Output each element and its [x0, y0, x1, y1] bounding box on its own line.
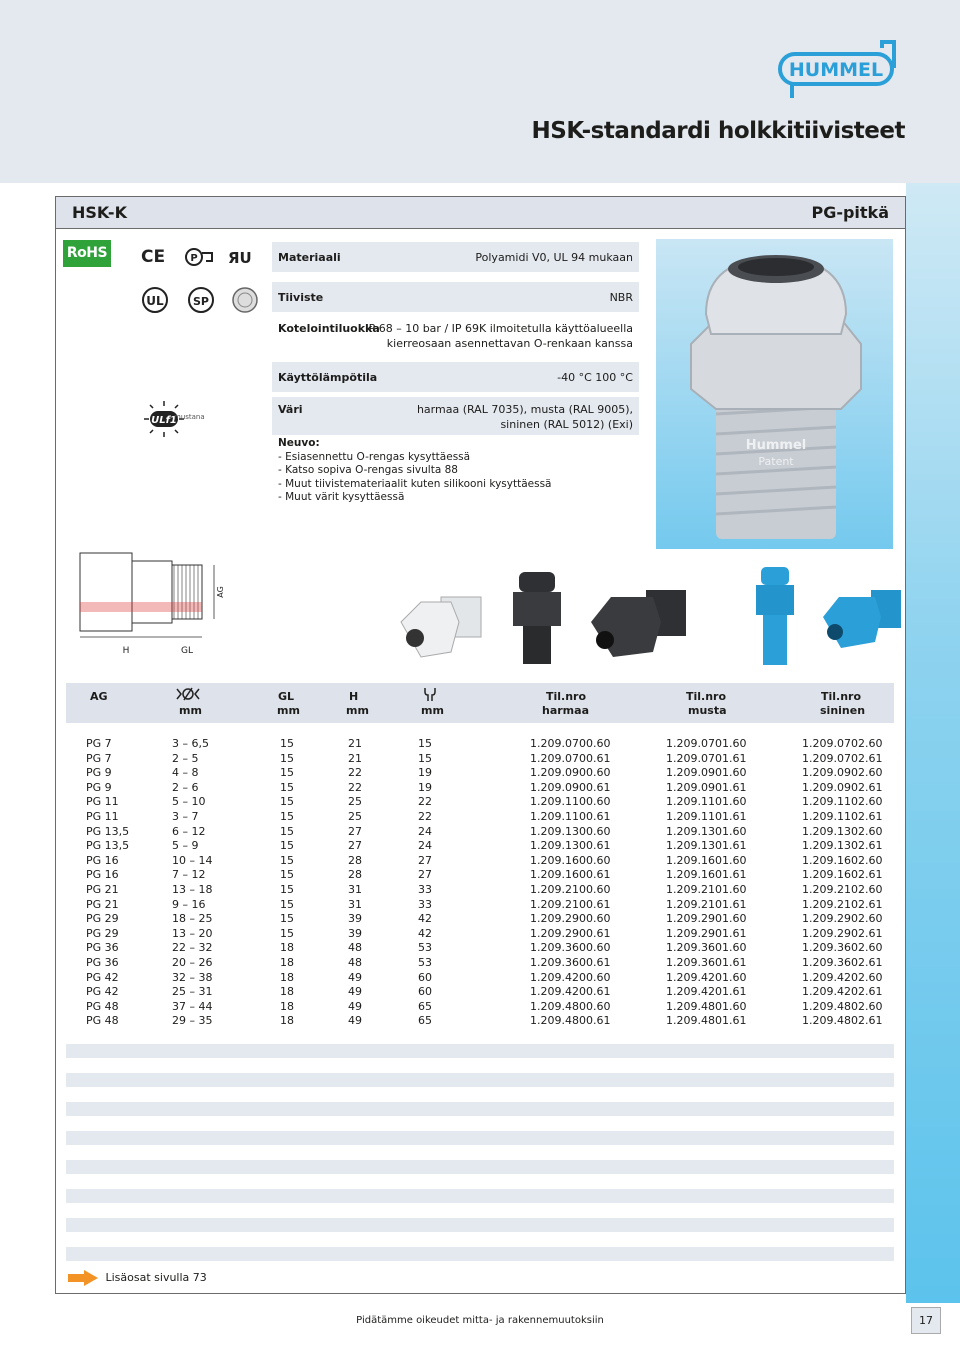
cell-h: 48 — [348, 941, 362, 955]
cell-clamp-range: 9 – 16 — [172, 897, 206, 911]
cell-wrench: 65 — [418, 999, 432, 1013]
cell-art-black: 1.209.2901.61 — [666, 926, 747, 940]
cell-wrench: 24 — [418, 824, 432, 838]
table-row — [66, 766, 894, 781]
ul-recognized-icon — [224, 247, 266, 267]
cell-art-black: 1.209.4801.61 — [666, 1014, 747, 1028]
cell-art-black: 1.209.2101.61 — [666, 897, 747, 911]
cell-art-grey: 1.209.4200.61 — [530, 985, 611, 999]
cell-art-blue: 1.209.1602.60 — [802, 853, 883, 867]
cell-art-grey: 1.209.1100.61 — [530, 809, 611, 823]
cell-art-grey: 1.209.2900.61 — [530, 926, 611, 940]
product-variants-image — [391, 562, 901, 672]
cell-art-grey: 1.209.4800.60 — [530, 999, 611, 1013]
csa-text: SP — [193, 295, 209, 308]
cell-wrench: 24 — [418, 839, 432, 853]
table-row — [66, 737, 894, 752]
cell-clamp-range: 25 – 31 — [172, 985, 213, 999]
spec-row-color — [272, 397, 639, 435]
cell-h: 28 — [348, 868, 362, 882]
cell-wrench: 33 — [418, 897, 432, 911]
spec-value-line2: kierreosaan asennettavan O-renkaan kanssa — [386, 337, 633, 350]
cell-art-blue: 1.209.0902.60 — [802, 766, 883, 780]
cell-art-grey: 1.209.1600.60 — [530, 853, 611, 867]
cell-art-blue: 1.209.4202.60 — [802, 970, 883, 984]
cell-art-grey: 1.209.2100.61 — [530, 897, 611, 911]
cell-wrench: 27 — [418, 868, 432, 882]
spec-value: harmaa (RAL 7035), musta (RAL 9005), — [416, 403, 633, 416]
cable-gland-image — [656, 239, 893, 549]
spec-key: Materiaali — [278, 251, 341, 264]
cell-art-grey: 1.209.0900.60 — [530, 766, 611, 780]
col-clamp-unit: mm — [179, 704, 202, 717]
cell-h: 27 — [348, 824, 362, 838]
cell-clamp-range: 2 – 5 — [172, 751, 199, 765]
spec-row-protection — [272, 318, 639, 354]
svg-text:ЯU: ЯU — [228, 249, 252, 267]
spec-row-seal — [272, 282, 639, 312]
cell-art-grey: 1.209.3600.61 — [530, 955, 611, 969]
blank-row — [66, 1160, 894, 1174]
cell-art-grey: 1.209.2100.60 — [530, 882, 611, 896]
table-row — [66, 825, 894, 840]
cell-clamp-range: 13 – 20 — [172, 926, 213, 940]
cell-art-black: 1.209.4201.61 — [666, 985, 747, 999]
table-row — [66, 898, 894, 913]
col-black-sub: musta — [688, 704, 727, 717]
cell-h: 49 — [348, 985, 362, 999]
cell-h: 49 — [348, 970, 362, 984]
table-row — [66, 883, 894, 898]
cell-clamp-range: 4 – 8 — [172, 766, 199, 780]
cell-art-blue: 1.209.1602.61 — [802, 868, 883, 882]
gland-black-thumb — [513, 572, 561, 664]
side-color-strip — [906, 183, 960, 1303]
cell-gl: 15 — [280, 809, 294, 823]
cell-gl: 15 — [280, 897, 294, 911]
cell-art-grey: 1.209.1600.61 — [530, 868, 611, 882]
ce-mark-icon: CE — [141, 247, 166, 267]
cell-gl: 18 — [280, 955, 294, 969]
note-item: - Muut värit kysyttäessä — [278, 491, 405, 503]
panel-header — [56, 197, 905, 229]
cell-art-black: 1.209.1101.60 — [666, 795, 747, 809]
cell-ag: PG 16 — [86, 853, 119, 867]
cell-clamp-range: 32 – 38 — [172, 970, 213, 984]
table-row — [66, 795, 894, 810]
cell-ag: PG 9 — [86, 780, 112, 794]
col-ag-header: AG — [90, 690, 108, 703]
table-row — [66, 1014, 894, 1029]
cell-wrench: 22 — [418, 795, 432, 809]
notes-block — [278, 437, 552, 505]
cell-wrench: 33 — [418, 882, 432, 896]
blank-row — [66, 1102, 894, 1116]
table-row — [66, 1000, 894, 1015]
cell-art-grey: 1.209.4800.61 — [530, 1014, 611, 1028]
cell-clamp-range: 10 – 14 — [172, 853, 213, 867]
table-row — [66, 854, 894, 869]
cell-art-black: 1.209.2101.60 — [666, 882, 747, 896]
cell-art-blue: 1.209.1102.61 — [802, 809, 883, 823]
cell-ag: PG 16 — [86, 868, 119, 882]
cell-art-grey: 1.209.4200.60 — [530, 970, 611, 984]
cell-art-blue: 1.209.0902.61 — [802, 780, 883, 794]
cell-gl: 15 — [280, 824, 294, 838]
cell-h: 22 — [348, 766, 362, 780]
cell-gl: 15 — [280, 868, 294, 882]
cell-h: 22 — [348, 780, 362, 794]
spec-row-material — [272, 242, 639, 272]
cell-art-black: 1.209.2901.60 — [666, 912, 747, 926]
col-blue-sub: sininen — [820, 704, 866, 717]
cell-wrench: 22 — [418, 809, 432, 823]
photo-sub-text: Patent — [758, 455, 794, 468]
cell-ag: PG 7 — [86, 751, 112, 765]
cell-wrench: 65 — [418, 1014, 432, 1028]
cell-wrench: 42 — [418, 912, 432, 926]
cell-clamp-range: 6 – 12 — [172, 824, 206, 838]
table-row — [66, 927, 894, 942]
clamping-range-icon — [176, 686, 200, 702]
gland-gray-thumb — [401, 597, 481, 657]
cell-gl: 15 — [280, 751, 294, 765]
cell-clamp-range: 5 – 9 — [172, 839, 199, 853]
cell-ag: PG 21 — [86, 897, 119, 911]
cell-art-black: 1.209.4801.60 — [666, 999, 747, 1013]
gland-blue-thumb — [756, 567, 794, 665]
cell-art-grey: 1.209.1300.60 — [530, 824, 611, 838]
spec-key: Käyttölämpötila — [278, 371, 378, 384]
cell-ag: PG 9 — [86, 766, 112, 780]
cell-clamp-range: 5 – 10 — [172, 795, 206, 809]
table-row — [66, 810, 894, 825]
spec-row-temperature — [272, 362, 639, 392]
cell-wrench: 15 — [418, 737, 432, 750]
cell-art-black: 1.209.1601.60 — [666, 853, 747, 867]
product-panel — [55, 196, 906, 1294]
cell-gl: 15 — [280, 926, 294, 940]
cell-art-blue: 1.209.4802.61 — [802, 1014, 883, 1028]
table-row — [66, 971, 894, 986]
spec-value-line2: sininen (RAL 5012) (Exi) — [500, 418, 633, 431]
cell-art-blue: 1.209.3602.61 — [802, 955, 883, 969]
cell-art-black: 1.209.1301.61 — [666, 839, 747, 853]
notes-heading: Neuvo: — [278, 437, 320, 449]
cell-gl: 15 — [280, 737, 294, 750]
cell-art-black: 1.209.3601.61 — [666, 955, 747, 969]
col-gl-unit: mm — [277, 704, 300, 717]
cell-art-black: 1.209.1301.60 — [666, 824, 747, 838]
note-item: - Esiasennettu O-rengas kysyttäessä — [278, 450, 471, 463]
cell-ag: PG 42 — [86, 985, 119, 999]
col-wrench-unit: mm — [421, 704, 444, 717]
spec-key: Tiiviste — [278, 291, 324, 304]
cell-art-blue: 1.209.0702.60 — [802, 737, 883, 750]
cell-ag: PG 21 — [86, 882, 119, 896]
dimension-drawing — [74, 547, 224, 667]
cell-ag: PG 13,5 — [86, 824, 130, 838]
cell-gl: 15 — [280, 853, 294, 867]
spec-value: -40 °C 100 °C — [557, 371, 633, 384]
cell-gl: 15 — [280, 912, 294, 926]
cell-h: 21 — [348, 751, 362, 765]
cell-h: 39 — [348, 926, 362, 940]
rohs-badge: RoHS — [63, 240, 111, 267]
cell-clamp-range: 13 – 18 — [172, 882, 213, 896]
cell-art-black: 1.209.0701.61 — [666, 751, 747, 765]
product-table-body — [66, 737, 894, 1029]
ul-text: UL — [146, 294, 164, 308]
cell-art-blue: 1.209.1302.61 — [802, 839, 883, 853]
cell-gl: 18 — [280, 985, 294, 999]
col-h-header: H — [349, 690, 359, 703]
cell-ag: PG 13,5 — [86, 839, 130, 853]
cell-art-blue: 1.209.1102.60 — [802, 795, 883, 809]
cell-art-grey: 1.209.0700.60 — [530, 737, 611, 750]
cell-art-blue: 1.209.4802.60 — [802, 999, 883, 1013]
arrow-right-icon — [68, 1270, 98, 1286]
panel-left-title: HSK-K — [72, 203, 127, 222]
cell-gl: 15 — [280, 780, 294, 794]
cell-ag: PG 11 — [86, 795, 119, 809]
cell-wrench: 19 — [418, 780, 432, 794]
cell-art-grey: 1.209.1100.60 — [530, 795, 611, 809]
cell-gl: 15 — [280, 882, 294, 896]
drawing-ag-label: AG — [216, 586, 225, 598]
cell-art-grey: 1.209.0700.61 — [530, 751, 611, 765]
cell-gl: 15 — [280, 795, 294, 809]
cell-ag: PG 29 — [86, 926, 119, 940]
table-row — [66, 956, 894, 971]
cell-ag: PG 7 — [86, 737, 112, 750]
gland-black-angled-thumb — [591, 590, 686, 657]
cell-art-black: 1.209.3601.60 — [666, 941, 747, 955]
cell-art-grey: 1.209.3600.60 — [530, 941, 611, 955]
cell-art-blue: 1.209.2902.60 — [802, 912, 883, 926]
cell-gl: 15 — [280, 839, 294, 853]
cell-ag: PG 36 — [86, 955, 119, 969]
col-black-header: Til.nro — [686, 690, 727, 703]
cell-art-black: 1.209.0901.61 — [666, 780, 747, 794]
gland-blue-angled-thumb — [823, 590, 901, 648]
table-row — [66, 912, 894, 927]
cell-clamp-range: 2 – 6 — [172, 780, 199, 794]
cell-clamp-range: 29 – 35 — [172, 1014, 213, 1028]
col-h-unit: mm — [346, 704, 369, 717]
cell-h: 49 — [348, 1014, 362, 1028]
ulf1-text: ULf1 — [151, 415, 177, 426]
accessory-link-text[interactable]: Lisäosat sivulla 73 — [105, 1271, 207, 1284]
logo-text: HUMMEL — [788, 59, 884, 81]
panel-right-title: PG-pitkä — [811, 203, 889, 222]
cell-art-blue: 1.209.4202.61 — [802, 985, 883, 999]
page-title: HSK-standardi holkkitiivisteet — [531, 118, 905, 144]
col-blue-header: Til.nro — [821, 690, 862, 703]
svg-text:P: P — [190, 253, 198, 264]
note-item: - Katso sopiva O-rengas sivulta 88 — [278, 464, 458, 476]
cell-art-black: 1.209.1101.61 — [666, 809, 747, 823]
seal-icon — [230, 285, 260, 315]
cell-art-grey: 1.209.1300.61 — [530, 839, 611, 853]
cell-clamp-range: 37 – 44 — [172, 999, 213, 1013]
table-row — [66, 839, 894, 854]
cell-art-grey: 1.209.2900.60 — [530, 912, 611, 926]
cell-art-grey: 1.209.0900.61 — [530, 780, 611, 794]
cell-clamp-range: 22 – 32 — [172, 941, 213, 955]
cell-art-black: 1.209.1601.61 — [666, 868, 747, 882]
cell-h: 28 — [348, 853, 362, 867]
cell-h: 25 — [348, 795, 362, 809]
cell-wrench: 15 — [418, 751, 432, 765]
ul-listed-icon — [140, 285, 170, 315]
cell-ag: PG 48 — [86, 1014, 119, 1028]
table-row — [66, 985, 894, 1000]
table-row — [66, 868, 894, 883]
cell-h: 25 — [348, 809, 362, 823]
cell-art-black: 1.209.0701.60 — [666, 737, 747, 750]
gost-mark-icon — [184, 247, 214, 267]
cell-art-black: 1.209.0901.60 — [666, 766, 747, 780]
spec-value: Polyamidi V0, UL 94 mukaan — [475, 251, 633, 264]
cell-wrench: 60 — [418, 970, 432, 984]
cell-h: 39 — [348, 912, 362, 926]
cell-wrench: 53 — [418, 955, 432, 969]
page-number: 17 — [911, 1307, 941, 1334]
blank-row — [66, 1131, 894, 1145]
blank-row — [66, 1247, 894, 1261]
cell-h: 48 — [348, 955, 362, 969]
cell-h: 31 — [348, 897, 362, 911]
cell-ag: PG 29 — [86, 912, 119, 926]
blank-row — [66, 1218, 894, 1232]
cell-art-blue: 1.209.3602.60 — [802, 941, 883, 955]
cell-h: 27 — [348, 839, 362, 853]
table-row — [66, 781, 894, 796]
col-grey-sub: harmaa — [542, 704, 589, 717]
cell-gl: 15 — [280, 766, 294, 780]
spec-value: NBR — [609, 291, 633, 304]
blank-row — [66, 1189, 894, 1203]
table-row — [66, 941, 894, 956]
hummel-logo — [778, 40, 906, 104]
cell-h: 49 — [348, 999, 362, 1013]
cell-art-blue: 1.209.2102.60 — [802, 882, 883, 896]
col-grey-header: Til.nro — [546, 690, 587, 703]
table-row — [66, 752, 894, 767]
cell-clamp-range: 18 – 25 — [172, 912, 213, 926]
cell-art-black: 1.209.4201.60 — [666, 970, 747, 984]
cell-clamp-range: 20 – 26 — [172, 955, 213, 969]
cell-clamp-range: 3 – 7 — [172, 809, 199, 823]
note-item: - Muut tiivistemateriaalit kuten silikooni kysyttäessä — [278, 477, 552, 490]
ulf1-label: mustana — [174, 413, 205, 421]
spec-value: IP 68 – 10 bar / IP 69K ilmoitetulla käyttöalueella — [365, 322, 633, 335]
table-header — [66, 683, 894, 723]
cell-wrench: 19 — [418, 766, 432, 780]
cell-gl: 18 — [280, 999, 294, 1013]
cell-art-blue: 1.209.2102.61 — [802, 897, 883, 911]
spec-key: Väri — [278, 403, 303, 416]
accessory-reference[interactable] — [68, 1270, 207, 1286]
cell-art-blue: 1.209.2902.61 — [802, 926, 883, 940]
col-gl-header: GL — [278, 690, 295, 703]
wrench-size-icon — [422, 686, 438, 702]
photo-brand-text: Hummel — [745, 438, 807, 453]
cell-wrench: 27 — [418, 853, 432, 867]
cell-art-blue: 1.209.0702.61 — [802, 751, 883, 765]
csa-icon — [186, 285, 216, 315]
cell-ag: PG 36 — [86, 941, 119, 955]
cell-ag: PG 48 — [86, 999, 119, 1013]
cell-h: 31 — [348, 882, 362, 896]
cell-h: 21 — [348, 737, 362, 750]
cell-gl: 18 — [280, 970, 294, 984]
cell-art-blue: 1.209.1302.60 — [802, 824, 883, 838]
cell-gl: 18 — [280, 941, 294, 955]
footer-disclaimer: Pidätämme oikeudet mitta- ja rakennemuutoksiin — [356, 1315, 604, 1326]
blank-row — [66, 1073, 894, 1087]
cell-wrench: 53 — [418, 941, 432, 955]
cell-ag: PG 42 — [86, 970, 119, 984]
cell-gl: 18 — [280, 1014, 294, 1028]
product-photo — [656, 239, 893, 549]
cell-wrench: 60 — [418, 985, 432, 999]
blank-row — [66, 1044, 894, 1058]
spec-key: Kotelointiluokka — [278, 322, 380, 335]
drawing-gl-label: GL — [181, 646, 193, 656]
drawing-h-label: H — [122, 646, 130, 656]
cell-clamp-range: 7 – 12 — [172, 868, 206, 882]
cell-wrench: 42 — [418, 926, 432, 940]
cell-clamp-range: 3 – 6,5 — [172, 737, 209, 750]
cell-ag: PG 11 — [86, 809, 119, 823]
